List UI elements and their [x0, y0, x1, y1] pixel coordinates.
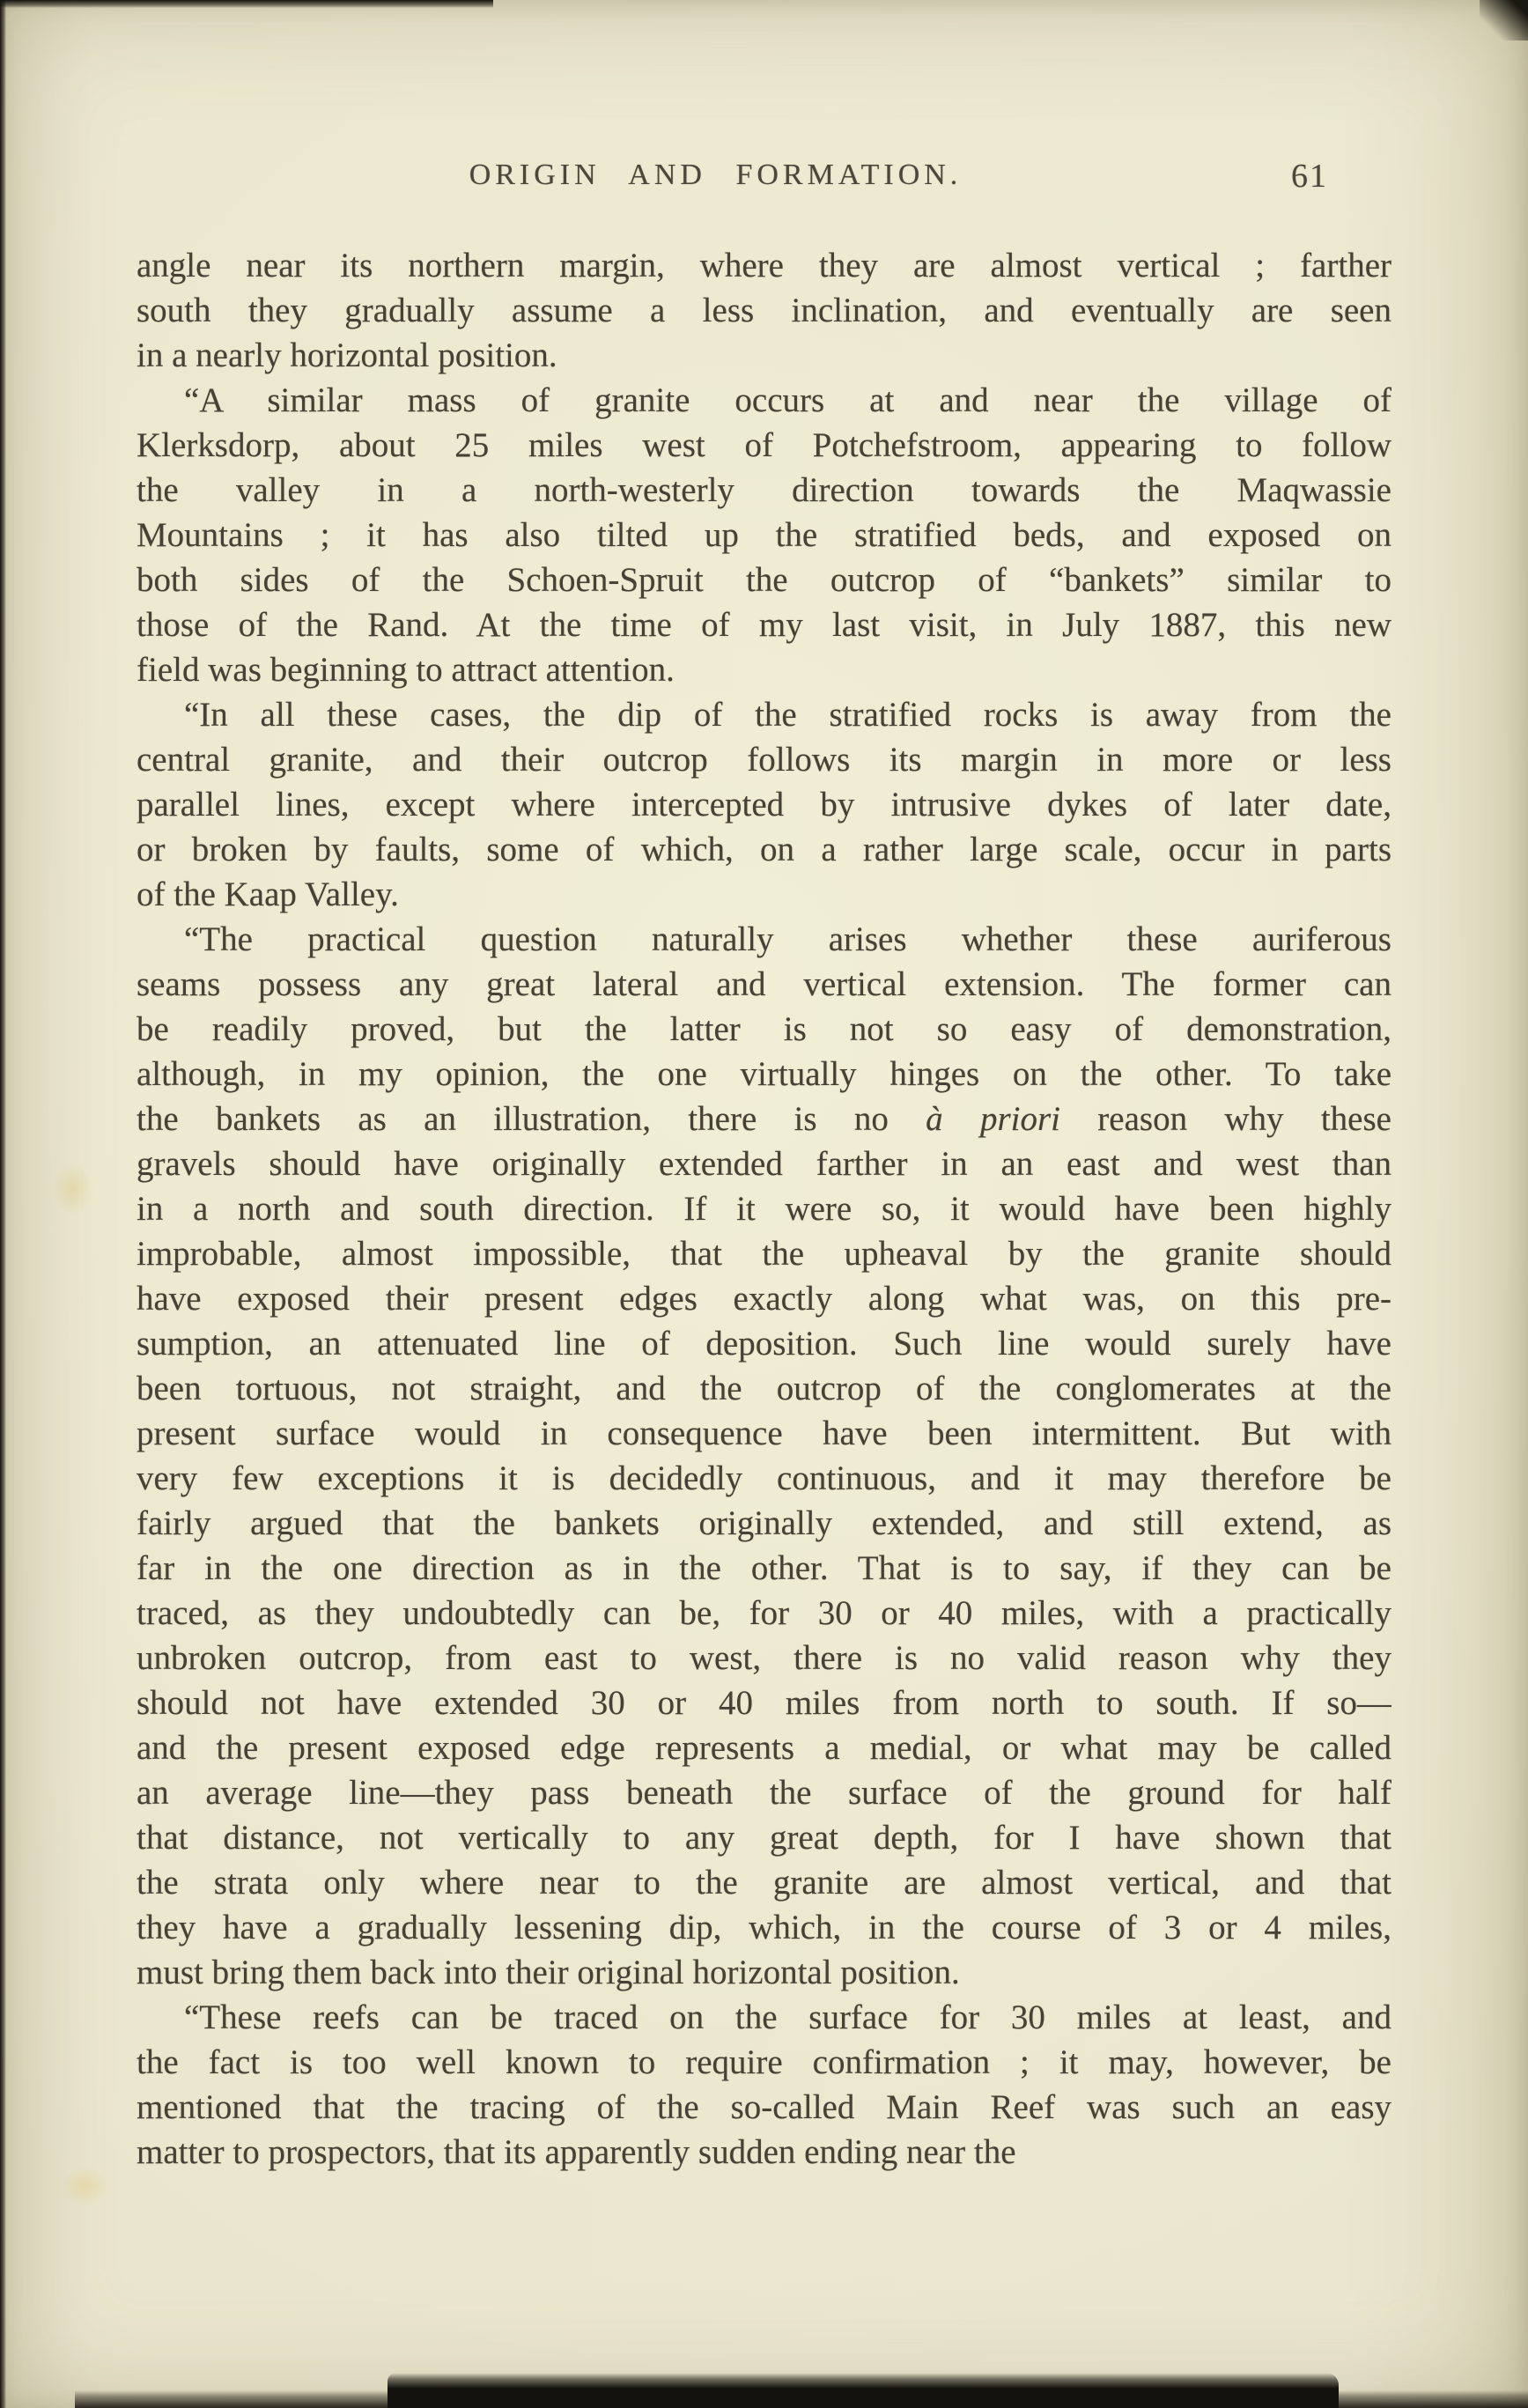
- text-line: the bankets as an illustration, there is no à priori reason why these: [137, 1100, 1391, 1138]
- text-line: been tortuous, not straight, and the outcrop of the conglomerates at the: [137, 1370, 1391, 1407]
- text-line: the fact is too well known to require confirmation ; it may, however, be: [137, 2043, 1391, 2081]
- text-line: of the Kaap Valley.: [137, 875, 399, 913]
- page-text: [137, 243, 1391, 2175]
- text-line: improbable, almost impossible, that the upheaval by the granite should: [137, 1235, 1391, 1273]
- text-line: “The practical question naturally arises whether these auriferous: [184, 920, 1391, 958]
- scan-edge-left: [0, 0, 6, 2408]
- text-line: south they gradually assume a less inclination, and eventually are seen: [137, 292, 1391, 329]
- text-line: parallel lines, except where intercepted by intrusive dykes of later date,: [137, 786, 1391, 824]
- text-line: should not have extended 30 or 40 miles from north to south. If so—: [137, 1684, 1391, 1722]
- text-line: unbroken outcrop, from east to west, there is no valid reason why they: [137, 1639, 1391, 1677]
- paragraph: [137, 917, 1391, 1995]
- page-title: ORIGIN AND FORMATION.: [469, 159, 963, 191]
- text-line: traced, as they undoubtedly can be, for 30 or 40 miles, with a practically: [137, 1594, 1391, 1632]
- text-line: an average line—they pass beneath the surface of the ground for half: [137, 1774, 1391, 1812]
- paragraph: [137, 243, 1391, 378]
- scan-edge-bottom-dark: [388, 2373, 1339, 2408]
- text-line: “These reefs can be traced on the surface for 30 miles at least, and: [184, 1998, 1391, 2036]
- text-line: both sides of the Schoen-Spruit the outcrop of “bankets” similar to: [137, 561, 1391, 599]
- text-line: or broken by faults, some of which, on a rather large scale, occur in parts: [137, 831, 1391, 868]
- text-line: the strata only where near to the granite are almost vertical, and that: [137, 1864, 1391, 1902]
- text-line: Mountains ; it has also tilted up the stratified beds, and exposed on: [137, 516, 1391, 554]
- paper-stain: [53, 1163, 93, 1215]
- text-line: present surface would in consequence have been intermittent. But with: [137, 1415, 1391, 1452]
- scan-edge-top: [0, 0, 493, 8]
- text-line: gravels should have originally extended farther in an east and west than: [137, 1145, 1391, 1183]
- text-line: the valley in a north-westerly direction towards the Maqwassie: [137, 471, 1391, 509]
- text-line: those of the Rand. At the time of my last visit, in July 1887, this new: [137, 606, 1391, 644]
- text-line: that distance, not vertically to any great depth, for I have shown that: [137, 1819, 1391, 1857]
- text-line: and the present exposed edge represents a medial, or what may be called: [137, 1729, 1391, 1767]
- text-line: they have a gradually lessening dip, which, in the course of 3 or 4 miles,: [137, 1909, 1391, 1946]
- text-line: very few exceptions it is decidedly continuous, and it may therefore be: [137, 1459, 1391, 1497]
- text-line: central granite, and their outcrop follows its margin in more or less: [137, 741, 1391, 779]
- text-line: field was beginning to attract attention.: [137, 651, 675, 689]
- text-line: seams possess any great lateral and vertical extension. The former can: [137, 965, 1391, 1003]
- text-line: far in the one direction as in the other. That is to say, if they can be: [137, 1549, 1391, 1587]
- text-line: have exposed their present edges exactly along what was, on this pre-: [137, 1280, 1391, 1318]
- text-line: be readily proved, but the latter is not so easy of demonstration,: [137, 1010, 1391, 1048]
- paragraph: [137, 1995, 1391, 2175]
- text-line: although, in my opinion, the one virtually hinges on the other. To take: [137, 1055, 1391, 1093]
- scan-edge-top-right: [1480, 0, 1528, 41]
- text-line: angle near its northern margin, where they are almost vertical ; farther: [137, 247, 1391, 284]
- text-line: Klerksdorp, about 25 miles west of Potchefstroom, appearing to follow: [137, 426, 1391, 464]
- text-line: “A similar mass of granite occurs at and near the village of: [184, 381, 1391, 419]
- running-header: [137, 159, 1391, 203]
- paper-stain: [62, 2167, 109, 2205]
- text-line: mentioned that the tracing of the so-called Main Reef was such an easy: [137, 2088, 1391, 2126]
- text-line: matter to prospectors, that its apparently sudden ending near the: [137, 2133, 1016, 2171]
- paragraph: [137, 692, 1391, 917]
- text-line: sumption, an attenuated line of deposition. Such line would surely have: [137, 1325, 1391, 1363]
- text-line: in a north and south direction. If it were so, it would have been highly: [137, 1190, 1391, 1228]
- text-line: fairly argued that the bankets originally extended, and still extend, as: [137, 1504, 1391, 1542]
- text-line: “In all these cases, the dip of the stratified rocks is away from the: [184, 696, 1391, 734]
- paragraph: [137, 378, 1391, 692]
- text-line: in a nearly horizontal position.: [137, 336, 557, 374]
- page-number: 61: [1291, 158, 1328, 195]
- text-line: must bring them back into their original horizontal position.: [137, 1954, 960, 1991]
